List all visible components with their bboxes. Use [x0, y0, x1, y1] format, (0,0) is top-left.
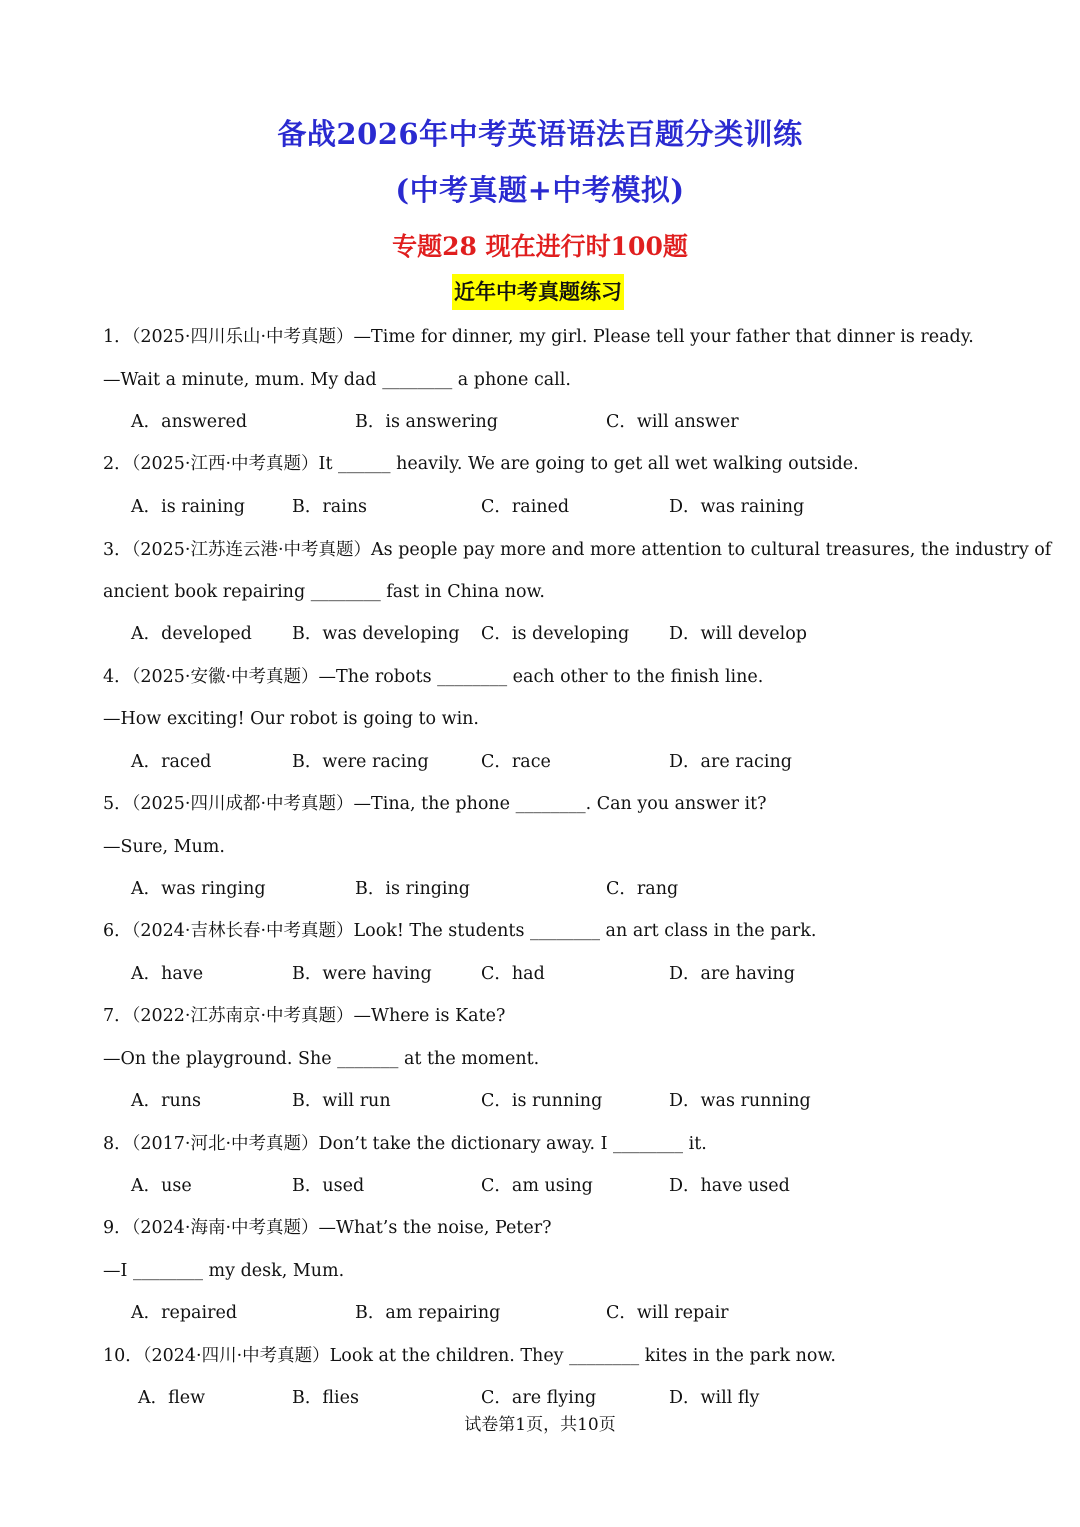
question-7-option-b: B．will run	[292, 1091, 391, 1111]
question-9-line-2: —I ________ my desk, Mum.	[103, 1261, 345, 1281]
question-1-option-b: B．is answering	[355, 412, 498, 432]
question-8-option-b: B．used	[292, 1176, 365, 1196]
question-8-line-1: 8．（2017·河北·中考真题）Don’t take the dictionary away. I ________ it.	[103, 1134, 707, 1154]
question-5-option-a: A．was ringing	[131, 879, 266, 899]
page-footer: 试卷第1页，共10页	[464, 1415, 616, 1435]
question-5-line-2: —Sure, Mum.	[103, 837, 225, 857]
question-4-option-a: A．raced	[131, 752, 212, 772]
document-subtitle: (中考真题+中考模拟)	[395, 173, 685, 207]
question-8-option-d: D．have used	[669, 1176, 790, 1196]
question-5-option-b: B．is ringing	[355, 879, 471, 899]
question-6-option-d: D．are having	[669, 964, 795, 984]
question-2-option-b: B．rains	[292, 497, 368, 517]
question-3-line-1: 3．（2025·江苏连云港·中考真题）As people pay more and more attention to cultural treasures, the industry of	[103, 540, 1052, 560]
question-7-line-2: —On the playground. She _______ at the moment.	[103, 1049, 540, 1069]
question-10-option-b: B．flies	[292, 1388, 359, 1408]
question-2-line-1: 2．（2025·江西·中考真题）It ______ heavily. We are going to get all wet walking outside.	[103, 454, 859, 474]
question-4-option-c: C．race	[481, 752, 551, 772]
document-title: 备战2026年中考英语语法百题分类训练	[277, 117, 803, 151]
question-9-option-b: B．am repairing	[355, 1303, 501, 1323]
question-4-option-b: B．were racing	[292, 752, 429, 772]
question-7-line-1: 7．（2022·江苏南京·中考真题）—Where is Kate?	[103, 1006, 506, 1026]
question-2-option-d: D．was raining	[669, 497, 805, 517]
topic-title: 专题28 现在进行时100题	[392, 232, 688, 261]
section-heading: 近年中考真题练习	[452, 274, 624, 310]
question-3-option-a: A．developed	[131, 624, 252, 644]
question-7-option-d: D．was running	[669, 1091, 811, 1111]
question-3-option-b: B．was developing	[292, 624, 460, 644]
question-4-line-2: —How exciting! Our robot is going to win.	[103, 709, 479, 729]
question-2-option-c: C．rained	[481, 497, 570, 517]
question-5-option-c: C．rang	[606, 879, 679, 899]
question-2-option-a: A．is raining	[131, 497, 246, 517]
question-1-line-2: —Wait a minute, mum. My dad ________ a phone call.	[103, 370, 571, 390]
question-7-option-a: A．runs	[131, 1091, 202, 1111]
question-10-option-c: C．are flying	[481, 1388, 597, 1408]
question-3-option-c: C．is developing	[481, 624, 630, 644]
question-10-option-d: D．will fly	[669, 1388, 760, 1408]
question-9-option-c: C．will repair	[606, 1303, 729, 1323]
question-3-line-2: ancient book repairing ________ fast in China now.	[103, 582, 545, 602]
question-3-option-d: D．will develop	[669, 624, 808, 644]
question-10-option-a: A．flew	[138, 1388, 206, 1408]
question-6-line-1: 6．（2024·吉林长春·中考真题）Look! The students ________ an art class in the park.	[103, 921, 817, 941]
question-6-option-c: C．had	[481, 964, 545, 984]
question-8-option-c: C．am using	[481, 1176, 593, 1196]
question-1-line-1: 1．（2025·四川乐山·中考真题）—Time for dinner, my girl. Please tell your father that dinner is ready.	[103, 327, 974, 347]
question-1-option-a: A．answered	[131, 412, 248, 432]
question-10-line-1: 10．（2024·四川·中考真题）Look at the children. They ________ kites in the park now.	[103, 1346, 836, 1366]
question-9-option-a: A．repaired	[131, 1303, 238, 1323]
question-9-line-1: 9．（2024·海南·中考真题）—What’s the noise, Peter?	[103, 1218, 552, 1238]
question-5-line-1: 5．（2025·四川成都·中考真题）—Tina, the phone ________. Can you answer it?	[103, 794, 767, 814]
question-4-line-1: 4．（2025·安徽·中考真题）—The robots ________ each other to the finish line.	[103, 667, 764, 687]
question-8-option-a: A．use	[131, 1176, 192, 1196]
question-7-option-c: C．is running	[481, 1091, 603, 1111]
question-6-option-a: A．have	[131, 964, 204, 984]
question-1-option-c: C．will answer	[606, 412, 739, 432]
question-6-option-b: B．were having	[292, 964, 432, 984]
question-4-option-d: D．are racing	[669, 752, 792, 772]
